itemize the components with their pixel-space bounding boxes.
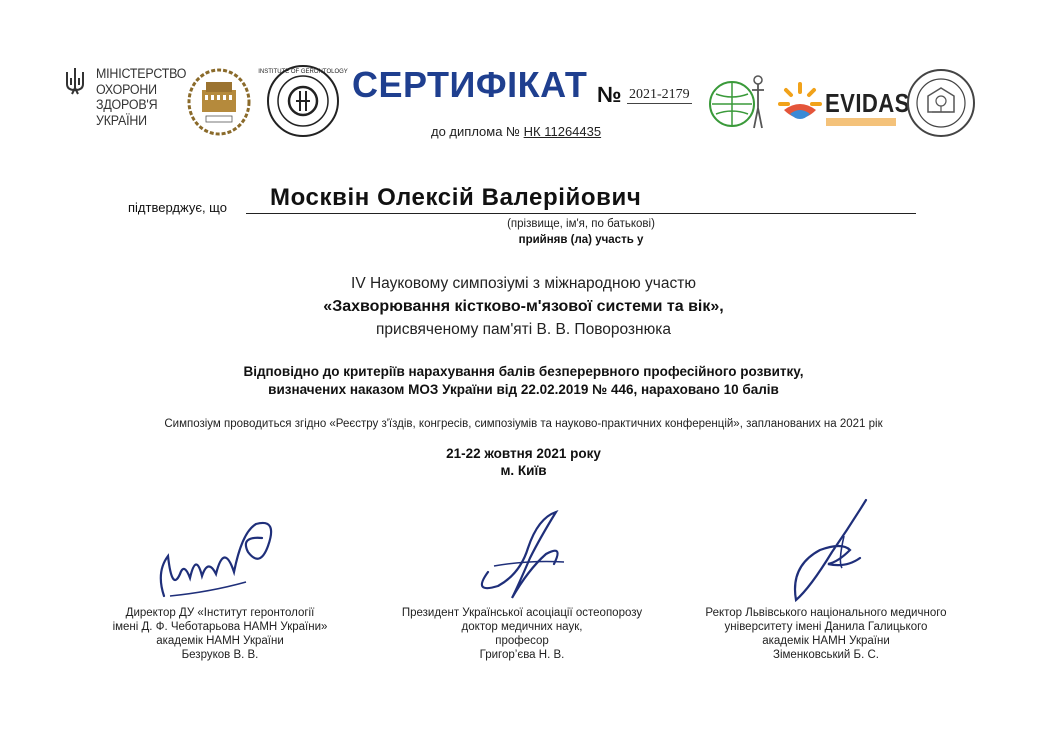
diploma-prefix: до диплома № — [431, 124, 521, 139]
ukraine-trident-icon — [63, 66, 87, 96]
diploma-number: НК 11264435 — [523, 124, 602, 139]
evidas-subtitle-bar — [826, 118, 896, 126]
diploma-reference — [431, 124, 601, 139]
signature-2 — [468, 508, 578, 602]
signer-1-line-2: імені Д. Ф. Чеботарьова НАМН України» — [112, 621, 328, 633]
signer-1-name: Безруков В. В. — [181, 649, 259, 661]
signer-3-line-1: Ректор Львівського національного медичного — [705, 607, 947, 619]
signer-3-line-2: університету імені Данила Галицького — [724, 621, 928, 633]
event-line-1: IV Науковому симпозіумі з міжнародною участю — [351, 275, 696, 292]
academy-seal-logo — [186, 66, 252, 136]
signer-3-line-3: академік НАМН України — [762, 635, 890, 647]
signer-2-line-2: доктор медичних наук, — [461, 621, 583, 633]
signer-1-block — [90, 606, 350, 662]
cpd-line-1: Відповідно до критеріїв нарахування балів безперервного професійного розвитку, — [243, 364, 804, 379]
cpd-line-2: визначених наказом МОЗ України від 22.02.2019 № 446, нараховано 10 балів — [268, 382, 779, 397]
osteoporosis-association-logo — [706, 68, 770, 136]
certificate-number-sign: № — [597, 82, 622, 107]
lviv-university-seal-logo — [906, 68, 976, 138]
recipient-name: Москвін Олексій Валерійович — [270, 184, 642, 211]
signer-1-line-1: Директор ДУ «Інститут геронтології — [125, 607, 315, 619]
gerontology-institute-logo — [258, 64, 348, 138]
event-date: 21-22 жовтня 2021 року — [446, 446, 601, 461]
event-city: м. Київ — [500, 463, 547, 478]
svg-text:INSTITUTE OF GERONTOLOGY: INSTITUTE OF GERONTOLOGY — [258, 69, 348, 75]
signer-2-block — [382, 606, 662, 662]
signer-1-line-3: академік НАМН України — [156, 635, 284, 647]
registry-note: Симпозіум проводиться згідно «Реєстру з'їздів, конгресів, симпозіумів та науково-практичних конференцій», запланованих на 2021 рік — [164, 418, 883, 430]
certificate-number: 2021-2179 — [629, 87, 690, 102]
evidas-sun-icon — [776, 80, 824, 128]
certificate-title: СЕРТИФІКАТ — [352, 64, 588, 105]
signer-3-name: Зіменковський Б. С. — [773, 649, 879, 661]
signer-3-block — [686, 606, 966, 662]
name-underline — [246, 213, 916, 214]
signer-2-line-3: професор — [495, 635, 549, 647]
signature-3 — [780, 496, 880, 606]
event-title: «Захворювання кістково-м'язової системи та вік», — [323, 298, 724, 315]
signer-2-line-1: Президент Української асоціації остеопорозу — [401, 607, 643, 619]
took-part-label: прийняв (ла) участь у — [518, 234, 644, 246]
name-caption: (прізвище, ім'я, по батькові) — [507, 218, 655, 230]
signature-1 — [150, 512, 290, 604]
ministry-of-health-logo-text: МІНІСТЕРСТВО ОХОРОНИ ЗДОРОВ'Я УКРАЇНИ — [96, 66, 187, 128]
evidas-logo-text: EVIDAS — [825, 88, 910, 118]
signer-2-name: Григор’єва Н. В. — [479, 649, 565, 661]
event-dedication: присвяченому пам'яті В. В. Поворознюка — [376, 321, 671, 338]
confirms-label: підтверджує, що — [128, 200, 227, 215]
